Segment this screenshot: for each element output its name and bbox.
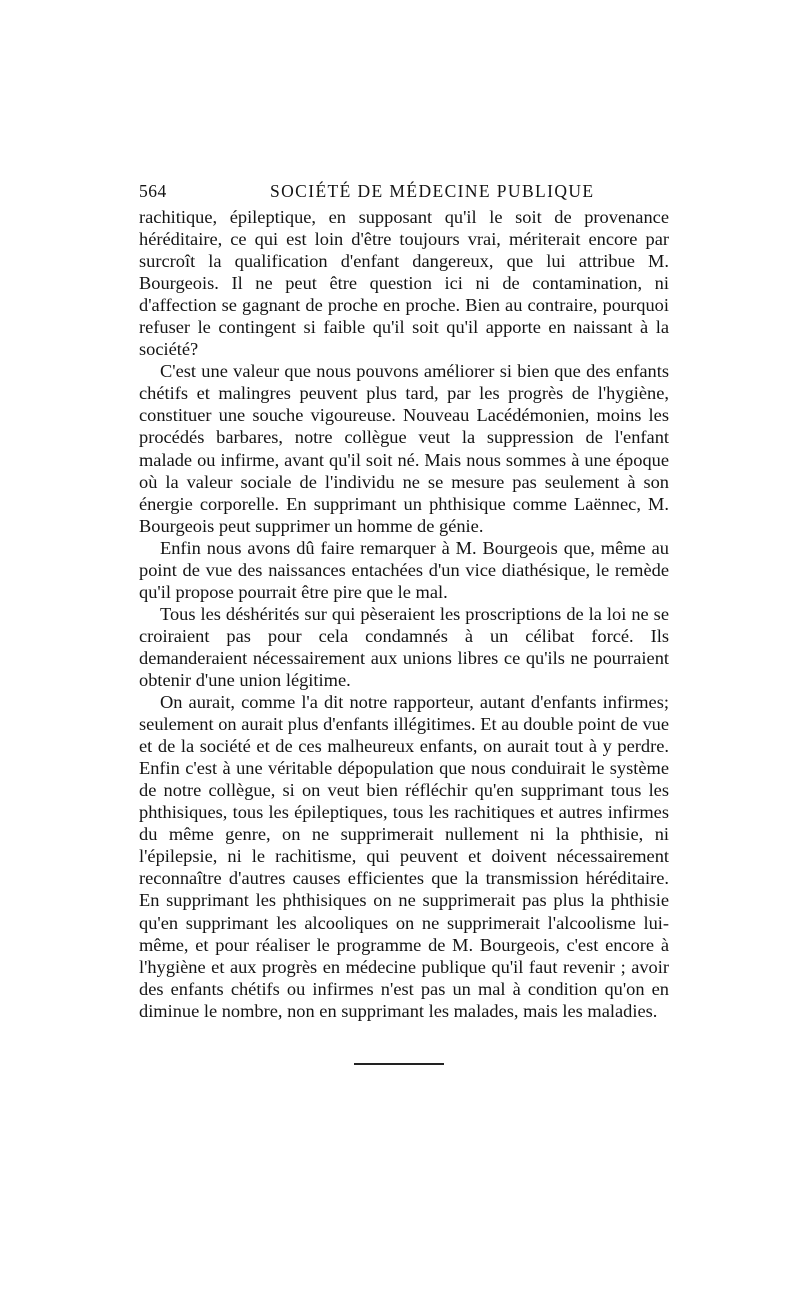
paragraph: Tous les déshérités sur qui pèseraient les proscriptions de la loi ne se croiraient pas pour cela condamnés à un célibat forcé. Ils demanderaient nécessairement aux unions libres ce qu'ils ne pourraient obtenir d'une union légitime. — [139, 603, 669, 690]
paragraph-continued: rachitique, épileptique, en supposant qu'il le soit de provenance héréditaire, ce qui est loin d'être toujours vrai, mériterait encore par surcroît la qualification d'enfant dangereux, que lui attribue M. Bourgeois. Il ne peut être question ici ni de contamination, ni d'affection se gagnant de proche en proche. Bien au contraire, pourquoi refuser le contingent si faible qu'il soit qu'il apporte en naissant à la société? — [139, 207, 669, 360]
page-number: 564 — [139, 181, 167, 201]
paragraph: Enfin nous avons dû faire remarquer à M. Bourgeois que, même au point de vue des naissances entachées d'un vice diathésique, le remède qu'il propose pourrait être pire que le mal. — [139, 537, 669, 602]
section-end-rule — [354, 1063, 444, 1065]
running-title: SOCIÉTÉ DE MÉDECINE PUBLIQUE — [270, 181, 595, 201]
body-text — [139, 206, 669, 1022]
paragraph: C'est une valeur que nous pouvons améliorer si bien que des enfants chétifs et malingres peuvent plus tard, par les progrès de l'hygiène, constituer une souche vigoureuse. Nouveau Lacédémonien, moins les procédés barbares, notre collègue veut la suppression de l'enfant malade ou infirme, avant qu'il soit né. Mais nous sommes à une époque où la valeur sociale de l'individu ne se mesure pas seulement à son énergie corporelle. En supprimant un phthisique comme Laënnec, M. Bourgeois peut supprimer un homme de génie. — [139, 361, 669, 536]
paragraph: On aurait, comme l'a dit notre rapporteur, autant d'enfants infirmes; seulement on aurait plus d'enfants illégitimes. Et au double point de vue et de la société et de ces malheureux enfants, on aurait tout à y perdre. Enfin c'est à une véritable dépopulation que nous conduirait le système de notre collègue, si on veut bien réfléchir qu'en supprimant tous les phthisiques, tous les épileptiques, tous les rachitiques et autres infirmes du même genre, on ne supprimerait nullement ni la phthisie, ni l'épilepsie, ni le rachitisme, qui peuvent et doivent nécessairement reconnaître d'autres causes efficientes que la transmission héréditaire. En supprimant les phthisiques on ne supprimerait pas plus la phthisie qu'en supprimant les alcooliques on ne supprimerait l'alcoolisme lui-même, et pour réaliser le programme de M. Bourgeois, c'est encore à l'hygiène et aux progrès en médecine publique qu'il faut revenir ; avoir des enfants chétifs ou infirmes n'est pas un mal à condition qu'on en diminue le nombre, non en supprimant les malades, mais les maladies. — [139, 692, 669, 1021]
running-header — [139, 178, 669, 204]
